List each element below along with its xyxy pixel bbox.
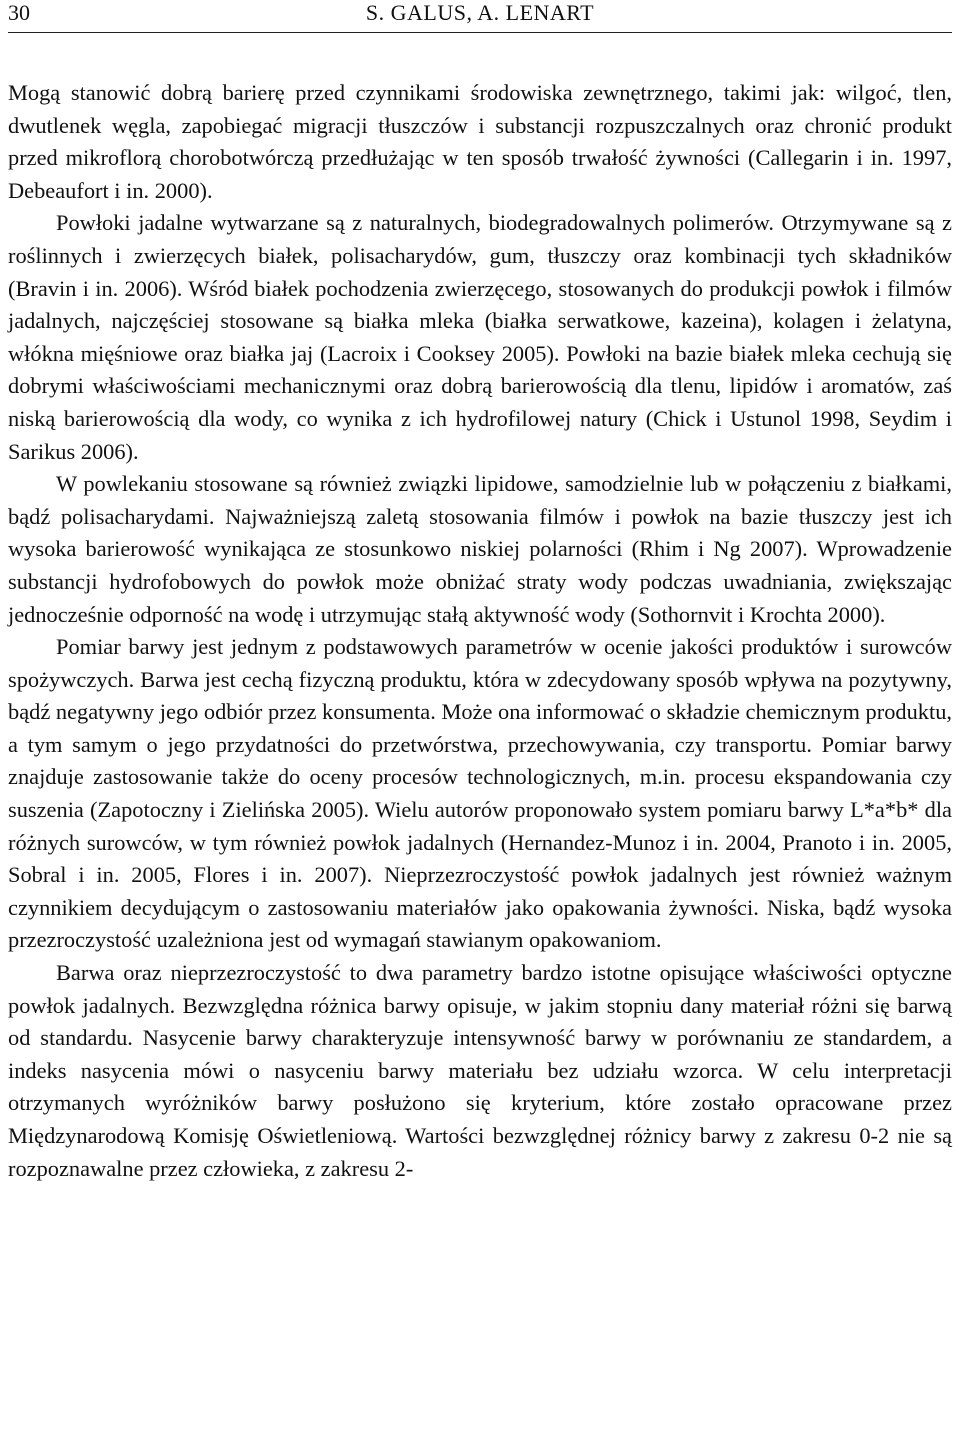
paragraph-1: Mogą stanowić dobrą barierę przed czynnikami środowiska zewnętrznego, takimi jak: wilgoć, tlen, dwutlenek węgla, zapobiegać migracji tłuszczów i substancji rozpuszczalnych oraz chronić produkt przed mikroflorą chorobotwórczą przedłużając w ten sposób trwałość żywności (Callegarin i in. 1997, Debeaufort i in. 2000). [8, 80, 952, 203]
page-number: 30 [8, 0, 30, 25]
paragraph-3: W powlekaniu stosowane są również związki lipidowe, samodzielnie lub w połączeniu z białkami, bądź polisacharydami. Najważniejszą zaletą stosowania filmów i powłok na bazie tłuszczy jest ich wysoka barierowość wynikająca ze stosunkowo niskiej polarności (Rhim i Ng 2007). Wprowadzenie substancji hydrofobowych do powłok może obniżać straty wody podczas uwadniania, zwiększając jednocześnie odporność na wodę i utrzymując stałą aktywność wody (Sothornvit i Krochta 2000). [8, 471, 952, 627]
running-header [8, 0, 952, 26]
paragraph-5: Barwa oraz nieprzezroczystość to dwa parametry bardzo istotne opisujące właściwości optyczne powłok jadalnych. Bezwzględna różnica barwy opisuje, w jakim stopniu dany materiał różni się barwą od standardu. Nasycenie barwy charakteryzuje intensywność barwy w porównaniu ze standardem, a indeks nasycenia mówi o nasyceniu barwy materiału bez udziału wzorca. W celu interpretacji otrzymanych wyróżników barwy posłużono się kryterium, które zostało opracowane przez Międzynarodową Komisję Oświetleniową. Wartości bezwzględnej różnicy barwy z zakresu 0-2 nie są rozpoznawalne przez człowieka, z zakresu 2- [8, 960, 952, 1181]
document-page [8, 0, 952, 1181]
paragraph-2: Powłoki jadalne wytwarzane są z naturalnych, biodegradowalnych polimerów. Otrzymywane są z roślinnych i zwierzęcych białek, polisacharydów, gum, tłuszczy oraz kombinacji tych składników (Bravin i in. 2006). Wśród białek pochodzenia zwierzęcego, stosowanych do produkcji powłok i filmów jadalnych, najczęściej stosowane są białka mleka (białka serwatkowe, kazeina), kolagen i żelatyna, włókna mięśniowe oraz białka jaj (Lacroix i Cooksey 2005). Powłoki na bazie białek mleka cechują się dobrymi właściwościami mechanicznymi oraz dobrą barierowością dla tlenu, lipidów i aromatów, zaś niską barierowością dla wody, co wynika z ich hydrofilowej natury (Chick i Ustunol 1998, Seydim i Sarikus 2006). [8, 210, 952, 464]
running-title: S. GALUS, A. LENART [365, 0, 595, 25]
body-text [8, 77, 952, 1185]
header-divider [8, 32, 952, 33]
paragraph-4: Pomiar barwy jest jednym z podstawowych parametrów w ocenie jakości produktów i surowców spożywczych. Barwa jest cechą fizyczną produktu, która w zdecydowany sposób wpływa na pozytywny, bądź negatywny jego odbiór przez konsumenta. Może ona informować o składzie chemicznym produktu, a tym samym o jego przydatności do przetwórstwa, przechowywania, czy transportu. Pomiar barwy znajduje zastosowanie także do oceny procesów technologicznych, m.in. procesu ekspandowania czy suszenia (Zapotoczny i Zielińska 2005). Wielu autorów proponowało system pomiaru barwy L*a*b* dla różnych surowców, w tym również powłok jadalnych (Hernandez-Munoz i in. 2004, Pranoto i in. 2005, Sobral i in. 2005, Flores i in. 2007). Nieprzezroczystość powłok jadalnych jest również ważnym czynnikiem decydującym o zastosowaniu materiałów jako opakowania żywności. Niska, bądź wysoka przezroczystość uzależniona jest od wymagań stawianym opakowaniom. [8, 634, 952, 953]
